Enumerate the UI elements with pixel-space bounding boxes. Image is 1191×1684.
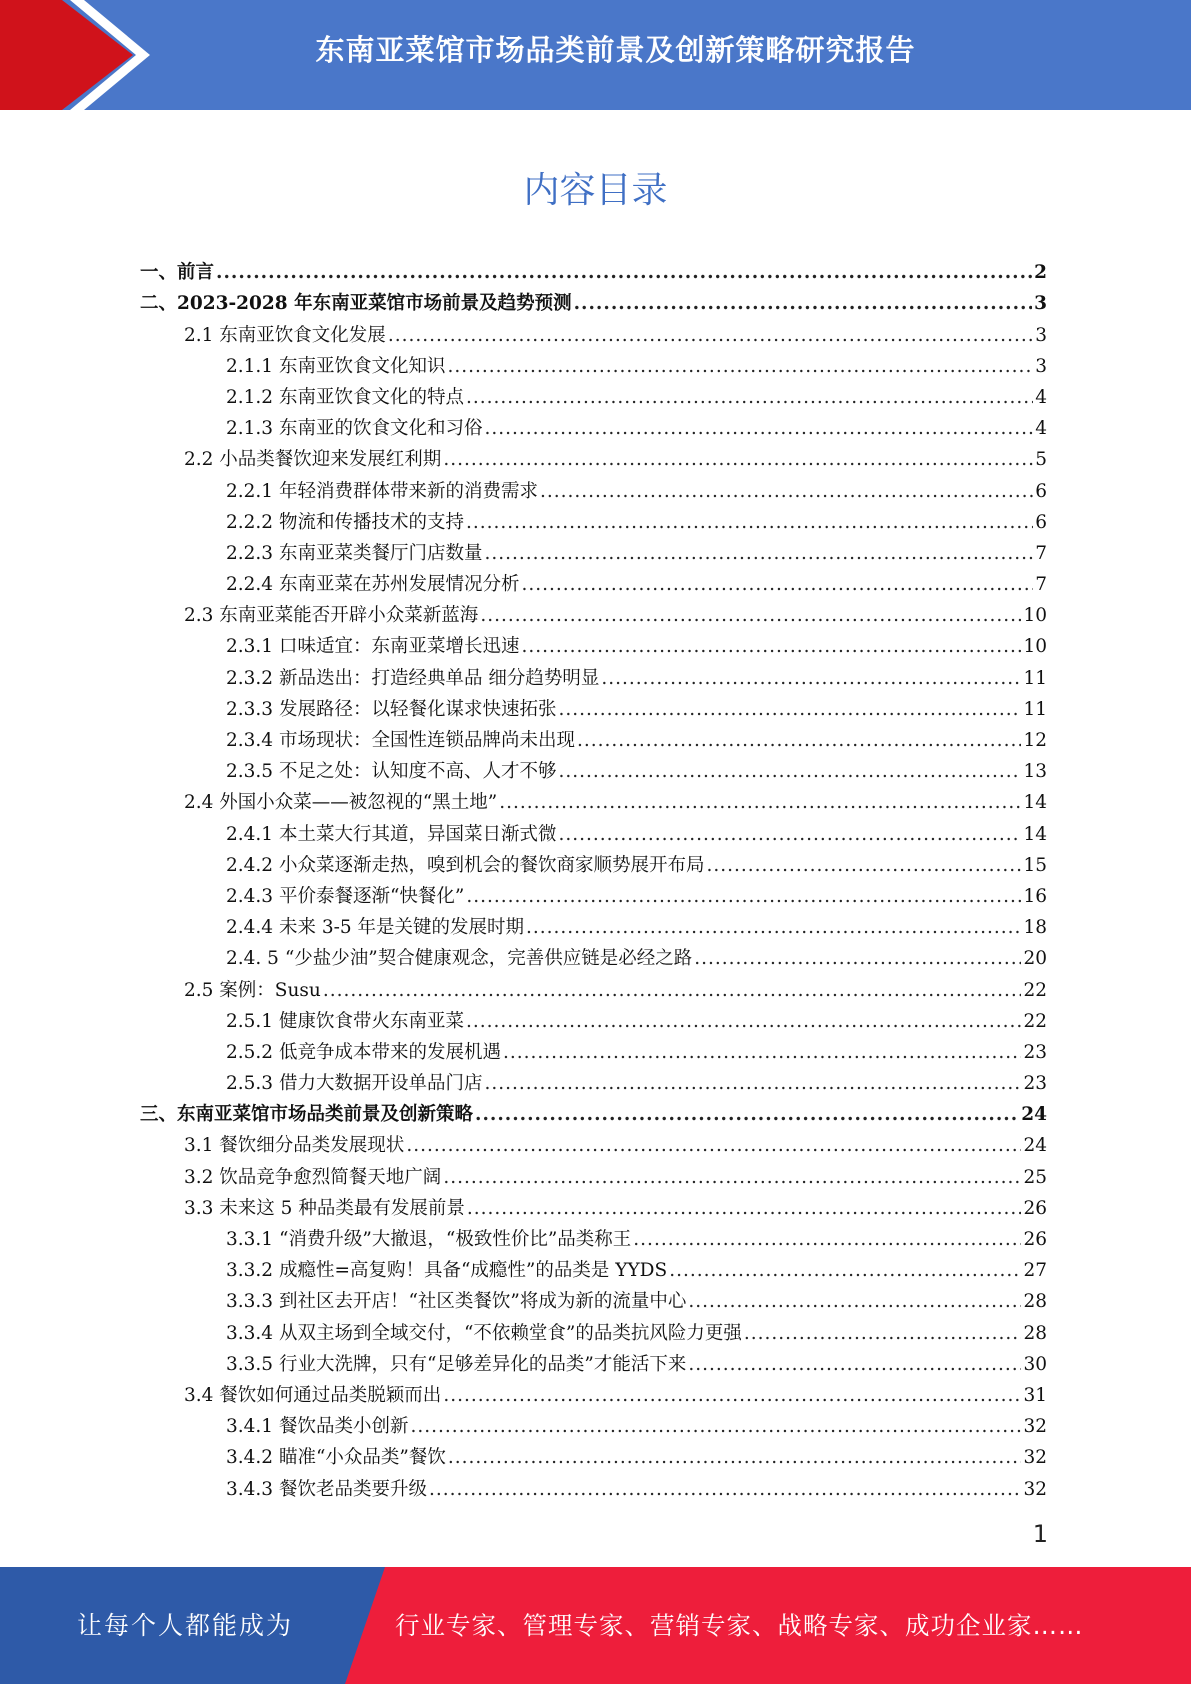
toc-entry-title: 2.2 小品类餐饮迎来发展红利期 (184, 449, 442, 471)
toc-entry-title: 2.4. 5 “少盐少油”契合健康观念，完善供应链是必经之路 (226, 948, 693, 970)
toc-entry-title: 2.2.3 东南亚菜类餐厅门店数量 (226, 542, 483, 564)
toc-entry-page: 4 (1035, 418, 1047, 440)
toc-entry-page: 16 (1023, 885, 1047, 907)
toc-entry[interactable] (140, 1095, 1047, 1126)
toc-entry-title: 3.4.1 餐饮品类小创新 (226, 1416, 409, 1438)
toc-entry-title: 2.4.1 本土菜大行其道，异国菜日渐式微 (226, 823, 557, 845)
toc-entry-page: 27 (1023, 1260, 1047, 1282)
toc-dot-leader (503, 1042, 1021, 1064)
toc-entry-title: 2.4.3 平价泰餐逐渐“快餐化” (226, 885, 465, 907)
toc-entry[interactable] (140, 721, 1047, 752)
toc-dot-leader (448, 1447, 1022, 1469)
toc-entry-title: 2.5.2 低竞争成本带来的发展机遇 (226, 1041, 501, 1063)
toc-entry-title: 3.3 未来这 5 种品类最有发展前景 (184, 1197, 465, 1219)
toc-entry[interactable] (140, 534, 1047, 565)
toc-entry-title: 2.2.2 物流和传播技术的支持 (226, 511, 464, 533)
toc-entry-page: 25 (1023, 1166, 1047, 1188)
toc-entry[interactable] (140, 1438, 1047, 1469)
toc-entry-page: 32 (1023, 1478, 1047, 1500)
toc-entry-page: 26 (1023, 1229, 1047, 1250)
toc-entry-title: 一、前言 (140, 262, 215, 284)
toc-dot-leader (558, 761, 1021, 783)
toc-dot-leader (429, 1479, 1021, 1501)
toc-entry[interactable] (140, 877, 1047, 908)
toc-entry[interactable] (140, 1002, 1047, 1033)
toc-entry-title: 2.5 案例：Susu (184, 979, 321, 1001)
toc-entry[interactable] (140, 1189, 1047, 1220)
toc-entry[interactable] (140, 596, 1047, 627)
toc-entry[interactable] (140, 814, 1047, 845)
toc-dot-leader (216, 262, 1032, 284)
page-footer (0, 1567, 1191, 1684)
toc-entry-title: 3.2 饮品竞争愈烈简餐天地广阔 (184, 1166, 442, 1188)
toc-entry-page: 3 (1035, 355, 1047, 377)
toc-dot-leader (526, 917, 1021, 939)
toc-entry[interactable] (140, 783, 1047, 814)
toc-entry-page: 6 (1035, 480, 1047, 502)
toc-entry-page: 28 (1023, 1322, 1047, 1344)
toc-entry[interactable] (140, 658, 1047, 689)
toc-dot-leader (466, 1011, 1021, 1033)
toc-dot-leader (466, 387, 1033, 409)
toc-dot-leader (475, 1104, 1019, 1126)
toc-entry-page: 32 (1023, 1447, 1047, 1469)
toc-dot-leader (601, 668, 1021, 690)
toc-dot-leader (574, 293, 1033, 315)
toc-dot-leader (447, 356, 1033, 378)
toc-entry[interactable] (140, 440, 1047, 471)
toc-entry[interactable] (140, 690, 1047, 721)
toc-entry[interactable] (140, 315, 1047, 346)
toc-entry[interactable] (140, 471, 1047, 502)
toc-entry-page: 23 (1023, 1073, 1047, 1095)
toc-entry-page: 14 (1023, 823, 1047, 845)
toc-entry-title: 2.3.4 市场现状：全国性连锁品牌尚未出现 (226, 730, 575, 751)
toc-entry-title: 2.1 东南亚饮食文化发展 (184, 324, 386, 346)
toc-entry[interactable] (140, 347, 1047, 378)
toc-entry[interactable] (140, 1469, 1047, 1500)
toc-entry[interactable] (140, 378, 1047, 409)
toc-entry-title: 2.4.2 小众菜逐渐走热，嗅到机会的餐饮商家顺势展开布局 (226, 854, 705, 876)
toc-dot-leader (323, 980, 1022, 1002)
footer-slogan-left: 让每个人都能成为 (76, 1611, 293, 1640)
toc-entry[interactable] (140, 409, 1047, 440)
toc-dot-leader (484, 418, 1033, 440)
toc-entry-page: 10 (1023, 605, 1047, 627)
toc-dot-leader (480, 605, 1021, 627)
toc-entry[interactable] (140, 1251, 1047, 1282)
toc-entry-page: 18 (1023, 917, 1047, 939)
toc-entry-title: 2.2.1 年轻消费群体带来新的消费需求 (226, 480, 538, 502)
toc-entry-title: 2.4 外国小众菜——被忽视的“黑土地” (184, 792, 498, 814)
toc-entry-page: 31 (1023, 1384, 1047, 1406)
toc-heading: 内容目录 (523, 170, 668, 211)
toc-entry[interactable] (140, 752, 1047, 783)
toc-dot-leader (410, 1416, 1021, 1438)
toc-entry-title: 3.4.3 餐饮老品类要升级 (226, 1478, 427, 1500)
toc-entry-page: 30 (1023, 1353, 1047, 1375)
toc-entry-title: 2.3.3 发展路径：以轻餐化谋求快速拓张 (226, 698, 557, 720)
toc-entry-page: 15 (1023, 854, 1047, 876)
toc-entry-title: 3.4.2 瞄准“小众品类”餐饮 (226, 1447, 446, 1469)
toc-dot-leader (443, 449, 1033, 471)
toc-entry-title: 2.3.5 不足之处：认知度不高、人才不够 (226, 761, 557, 783)
toc-entry[interactable] (140, 970, 1047, 1001)
toc-dot-leader (744, 1323, 1022, 1345)
toc-entry-page: 22 (1023, 979, 1047, 1001)
toc-dot-leader (521, 636, 1021, 658)
toc-entry-title: 2.4.4 未来 3-5 年是关键的发展时期 (226, 917, 525, 939)
toc-dot-leader (558, 824, 1021, 846)
toc-entry-page: 28 (1023, 1291, 1047, 1313)
toc-dot-leader (540, 481, 1033, 503)
toc-entry-page: 11 (1023, 698, 1047, 720)
toc-entry-page: 7 (1035, 574, 1047, 596)
toc-dot-leader (388, 325, 1033, 347)
toc-entry[interactable] (140, 1033, 1047, 1064)
toc-entry-page: 2 (1034, 262, 1047, 284)
toc-entry-page: 6 (1035, 511, 1047, 533)
toc-dot-leader (443, 1167, 1021, 1189)
toc-dot-leader (577, 730, 1021, 752)
report-title: 东南亚菜馆市场品类前景及创新策略研究报告 (315, 33, 916, 67)
toc-dot-leader (499, 792, 1021, 814)
toc-entry-page: 13 (1023, 761, 1047, 783)
toc-dot-leader (484, 1073, 1021, 1095)
toc-entry-title: 2.1.2 东南亚饮食文化的特点 (226, 386, 464, 408)
toc-entry[interactable] (140, 1126, 1047, 1157)
toc-entry-page: 10 (1023, 636, 1047, 658)
toc-entry[interactable] (140, 253, 1047, 284)
toc-entry[interactable] (140, 565, 1047, 596)
toc-entry[interactable] (140, 1345, 1047, 1376)
toc-entry[interactable] (140, 1064, 1047, 1095)
toc-entry-page: 4 (1035, 386, 1047, 408)
toc-dot-leader (669, 1260, 1021, 1282)
toc-entry-title: 2.5.3 借力大数据开设单品门店 (226, 1073, 483, 1095)
toc-entry[interactable] (140, 1376, 1047, 1407)
toc-entry[interactable] (140, 1282, 1047, 1313)
toc-dot-leader (467, 1198, 1022, 1220)
toc-entry-page: 3 (1034, 293, 1047, 315)
toc-entry[interactable] (140, 939, 1047, 970)
toc-dot-leader (466, 886, 1021, 908)
page-number: 1 (1032, 1520, 1048, 1548)
toc-entry[interactable] (140, 1220, 1047, 1251)
toc-entry[interactable] (140, 1407, 1047, 1438)
toc-entry-page: 3 (1035, 324, 1047, 346)
toc-dot-leader (558, 699, 1021, 721)
footer-slogan-right: 行业专家、管理专家、营销专家、战略专家、成功企业家…… (395, 1611, 1084, 1640)
toc-entry-page: 7 (1035, 542, 1047, 564)
toc-entry-title: 3.1 餐饮细分品类发展现状 (184, 1135, 405, 1157)
toc-entry-title: 3.3.3 到社区去开店！“社区类餐饮”将成为新的流量中心 (226, 1291, 687, 1313)
toc-entry-page: 12 (1023, 730, 1047, 751)
toc-entry[interactable] (140, 908, 1047, 939)
toc-entry[interactable] (140, 1157, 1047, 1188)
toc-entry[interactable] (140, 284, 1047, 315)
toc-dot-leader (706, 855, 1021, 877)
toc-entry-title: 3.3.2 成瘾性=高复购！具备“成瘾性”的品类是 YYDS (226, 1260, 668, 1282)
page-header (0, 0, 1191, 110)
toc-dot-leader (688, 1354, 1021, 1376)
toc-entry-title: 3.3.5 行业大洗牌，只有“足够差异化的品类”才能活下来 (226, 1353, 687, 1375)
toc-entry[interactable] (140, 627, 1047, 658)
toc-entry[interactable] (140, 503, 1047, 534)
toc-dot-leader (484, 543, 1033, 565)
toc-entry-page: 5 (1035, 449, 1047, 471)
toc-dot-leader (688, 1291, 1021, 1313)
toc-entry-page: 14 (1023, 792, 1047, 814)
toc-entry-page: 20 (1023, 948, 1047, 970)
toc-entry-title: 2.1.3 东南亚的饮食文化和习俗 (226, 418, 483, 440)
toc-entry-title: 二、2023-2028 年东南亚菜馆市场前景及趋势预测 (140, 293, 572, 315)
toc-entry-title: 3.3.4 从双主场到全域交付，“不依赖堂食”的品类抗风险力更强 (226, 1322, 742, 1344)
toc-entry-page: 22 (1023, 1010, 1047, 1032)
toc-dot-leader (633, 1229, 1021, 1251)
toc-entry-page: 24 (1021, 1104, 1047, 1126)
toc-entry-page: 23 (1023, 1041, 1047, 1063)
toc-entry-title: 3.3.1 “消费升级”大撤退，“极致性价比”品类称王 (226, 1229, 632, 1250)
toc-entry-title: 三、东南亚菜馆市场品类前景及创新策略 (140, 1104, 474, 1126)
toc-entry-title: 2.5.1 健康饮食带火东南亚菜 (226, 1010, 464, 1032)
toc-entry[interactable] (140, 846, 1047, 877)
toc-entry-page: 11 (1023, 667, 1047, 689)
toc-entry-title: 2.3.1 口味适宜：东南亚菜增长迅速 (226, 636, 520, 658)
toc-dot-leader (443, 1385, 1021, 1407)
toc-entry-title: 2.1.1 东南亚饮食文化知识 (226, 355, 446, 377)
toc-entry-title: 2.3.2 新品迭出：打造经典单品 细分趋势明显 (226, 667, 600, 689)
toc-entry-title: 3.4 餐饮如何通过品类脱颖而出 (184, 1384, 442, 1406)
toc-dot-leader (406, 1135, 1021, 1157)
table-of-contents (140, 253, 1047, 1501)
toc-entry-page: 32 (1023, 1416, 1047, 1438)
toc-dot-leader (521, 574, 1033, 596)
toc-dot-leader (466, 512, 1033, 534)
toc-entry-page: 26 (1023, 1197, 1047, 1219)
toc-entry-title: 2.3 东南亚菜能否开辟小众菜新蓝海 (184, 605, 479, 627)
toc-entry-title: 2.2.4 东南亚菜在苏州发展情况分析 (226, 574, 520, 596)
toc-entry[interactable] (140, 1313, 1047, 1344)
toc-entry-page: 24 (1023, 1135, 1047, 1157)
toc-dot-leader (694, 948, 1021, 970)
